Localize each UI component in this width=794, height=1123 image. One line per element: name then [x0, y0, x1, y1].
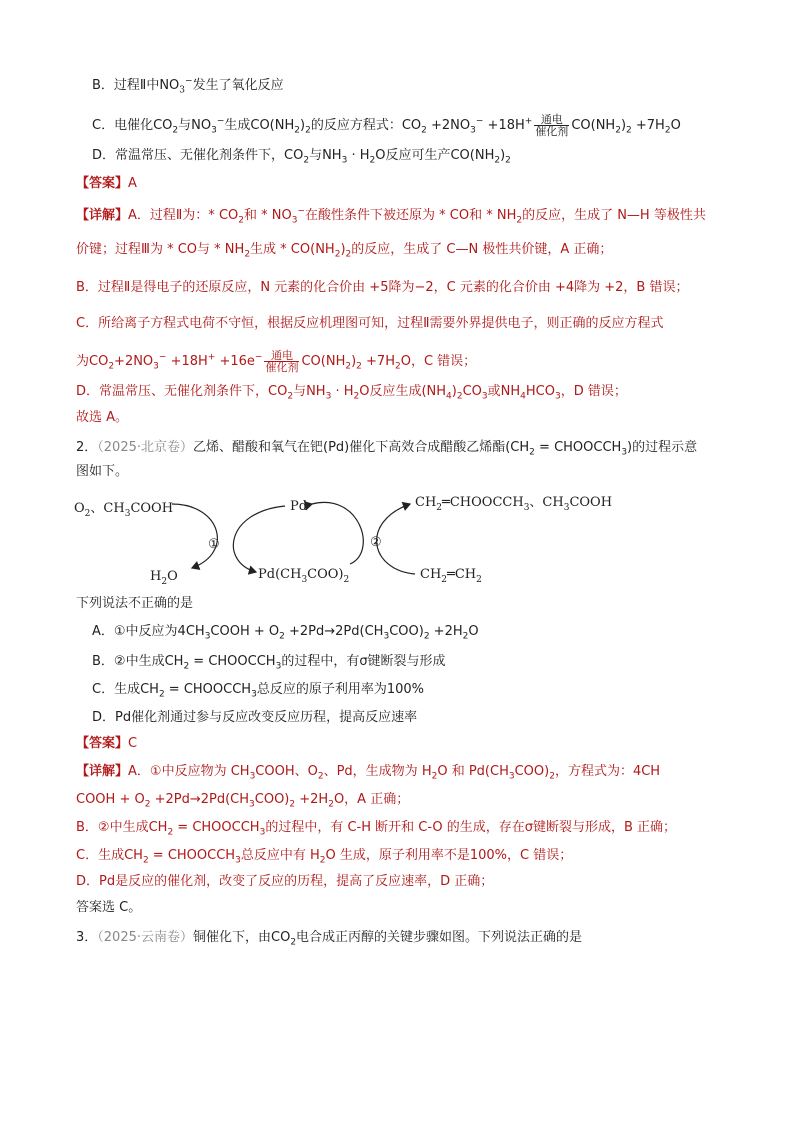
q2-ask: 下列说法不正确的是	[76, 596, 194, 611]
ethylene-label: $CH_2═CH_2$	[420, 567, 482, 585]
q2-answer: 【答案】C	[76, 736, 138, 751]
q1-option-c: C．电催化$CO_2$与$NO_3^-$生成$CO(NH_2)_2$的反应方程式：$CO_2 +2NO_3^- +18H^+$ $\frac{\text{通电}}{\text{催化剂}}$ $CO(NH_2)_2 +7H_2O$	[92, 113, 681, 138]
q2-option-b: B．②中生成$CH_2$ = $CHOOCCH_3$的过程中，有σ键断裂与形成	[92, 654, 446, 672]
q2-stem-line1: 2．（2025·北京卷）乙烯、醋酸和氧气在钯(Pd)催化下高效合成醋酸乙烯酯($CH_2$ = $CHOOCCH_3$)的过程示意	[76, 440, 698, 458]
q1-conclusion: 故选 A。	[76, 410, 129, 425]
arrow-back-to-pd	[312, 502, 363, 564]
q2-option-d: D．Pd催化剂通过参与反应改变反应历程，提高反应速率	[92, 710, 418, 725]
reaction-cycle-diagram	[60, 482, 660, 592]
q1-answer: 【答案】A	[76, 176, 137, 191]
q2-detail-a-line1: 【详解】A．①中反应物为 $CH_3COOH$、$O_2$、Pd，生成物为 $H_2O$ 和 $Pd(CH_3COO)_2$，方程式为：4CH	[76, 764, 661, 782]
q1-detail-c-line2: 为$CO_2+2NO_3^- +18H^+ +16e^-$ $\frac{\text{通电}}{\text{催化剂}}$ $CO(NH_2)_2 +7H_2O$，C 错误；	[76, 349, 477, 374]
pd-label: Pd	[290, 499, 308, 514]
product-label: $CH_2═CHOOCCH_3$、$CH_3COOH$	[415, 495, 613, 513]
step-2-label: ②	[370, 535, 382, 550]
q1-detail-c-line1: C．所给离子方程式电荷不守恒，根据反应机理图可知，过程Ⅱ需要外界提供电子，则正确的反应方程式	[76, 316, 664, 331]
q1-detail-b: B．过程Ⅱ是得电子的还原反应，N 元素的化合价由 +5降为−2，C 元素的化合价由 +4降为 +2，B 错误；	[76, 280, 689, 295]
arrow-to-pd-acetate	[233, 506, 285, 572]
q2-conclusion: 答案选 C。	[76, 900, 142, 915]
arrow-to-product	[377, 504, 415, 574]
q2-detail-c: C．生成$CH_2$ = $CHOOCCH_3$总反应中有 $H_2O$ 生成，原子利用率不是100%，C 错误；	[76, 848, 573, 866]
q3-stem: 3．（2025·云南卷）铜催化下，由$CO_2$电合成正丙醇的关键步骤如图。下列说法正确的是	[76, 930, 583, 948]
q1-detail-a-line2: 价键；过程Ⅲ为 * CO与 * $NH_2$生成 * $CO(NH_2)_2$的反应，生成了 C—N 极性共价键，A 正确；	[76, 242, 613, 260]
reactant-o2-acetic-acid: $O_2$、$CH_3COOH$	[74, 501, 174, 519]
q1-detail-d: D．常温常压、无催化剂条件下，$CO_2$与$NH_3 \cdot H_2O$反应生成$(NH_4)_2CO_3$或$NH_4HCO_3$，D 错误；	[76, 384, 627, 402]
arrow-to-water	[172, 504, 217, 568]
pd-acetate-label: $Pd(CH_3COO)_2$	[258, 567, 350, 585]
water-label: $H_2O$	[150, 569, 178, 587]
q1-option-d: D．常温常压、无催化剂条件下，$CO_2$与$NH_3 \cdot H_2O$反应可生产$CO(NH_2)_2$	[92, 148, 511, 166]
q1-detail-a-line1: 【详解】A．过程Ⅱ为：* $CO_2$和 * $NO_3^-$在酸性条件下被还原为 * CO和 * $NH_2$的反应，生成了 N—H 等极性共	[76, 206, 706, 226]
q2-option-a: A．①中反应为$4CH_3COOH + O_2 +2Pd\to 2Pd(CH_3COO)_2 +2H_2O$	[92, 624, 479, 642]
q1-option-b: B．过程Ⅱ中$NO_3^-$发生了氧化反应	[92, 76, 284, 96]
step-1-label: ①	[208, 537, 220, 552]
q2-detail-b: B．②中生成$CH_2$ = $CHOOCCH_3$的过程中，有 C-H 断开和 C-O 的生成，存在σ键断裂与形成，B 正确；	[76, 820, 677, 838]
q2-detail-a-line2: COOH + $O_2 +2Pd\to 2Pd(CH_3COO)_2 +2H_2O$，A 正确；	[76, 792, 410, 810]
q2-option-c: C．生成$CH_2$ = $CHOOCCH_3$总反应的原子利用率为100%	[92, 682, 424, 700]
q2-stem-line2: 图如下。	[76, 464, 129, 479]
q2-detail-d: D．Pd是反应的催化剂，改变了反应的历程，提高了反应速率，D 正确；	[76, 874, 494, 889]
reaction-condition: $\frac{\text{通电}}{\text{催化剂}}$	[535, 113, 569, 138]
